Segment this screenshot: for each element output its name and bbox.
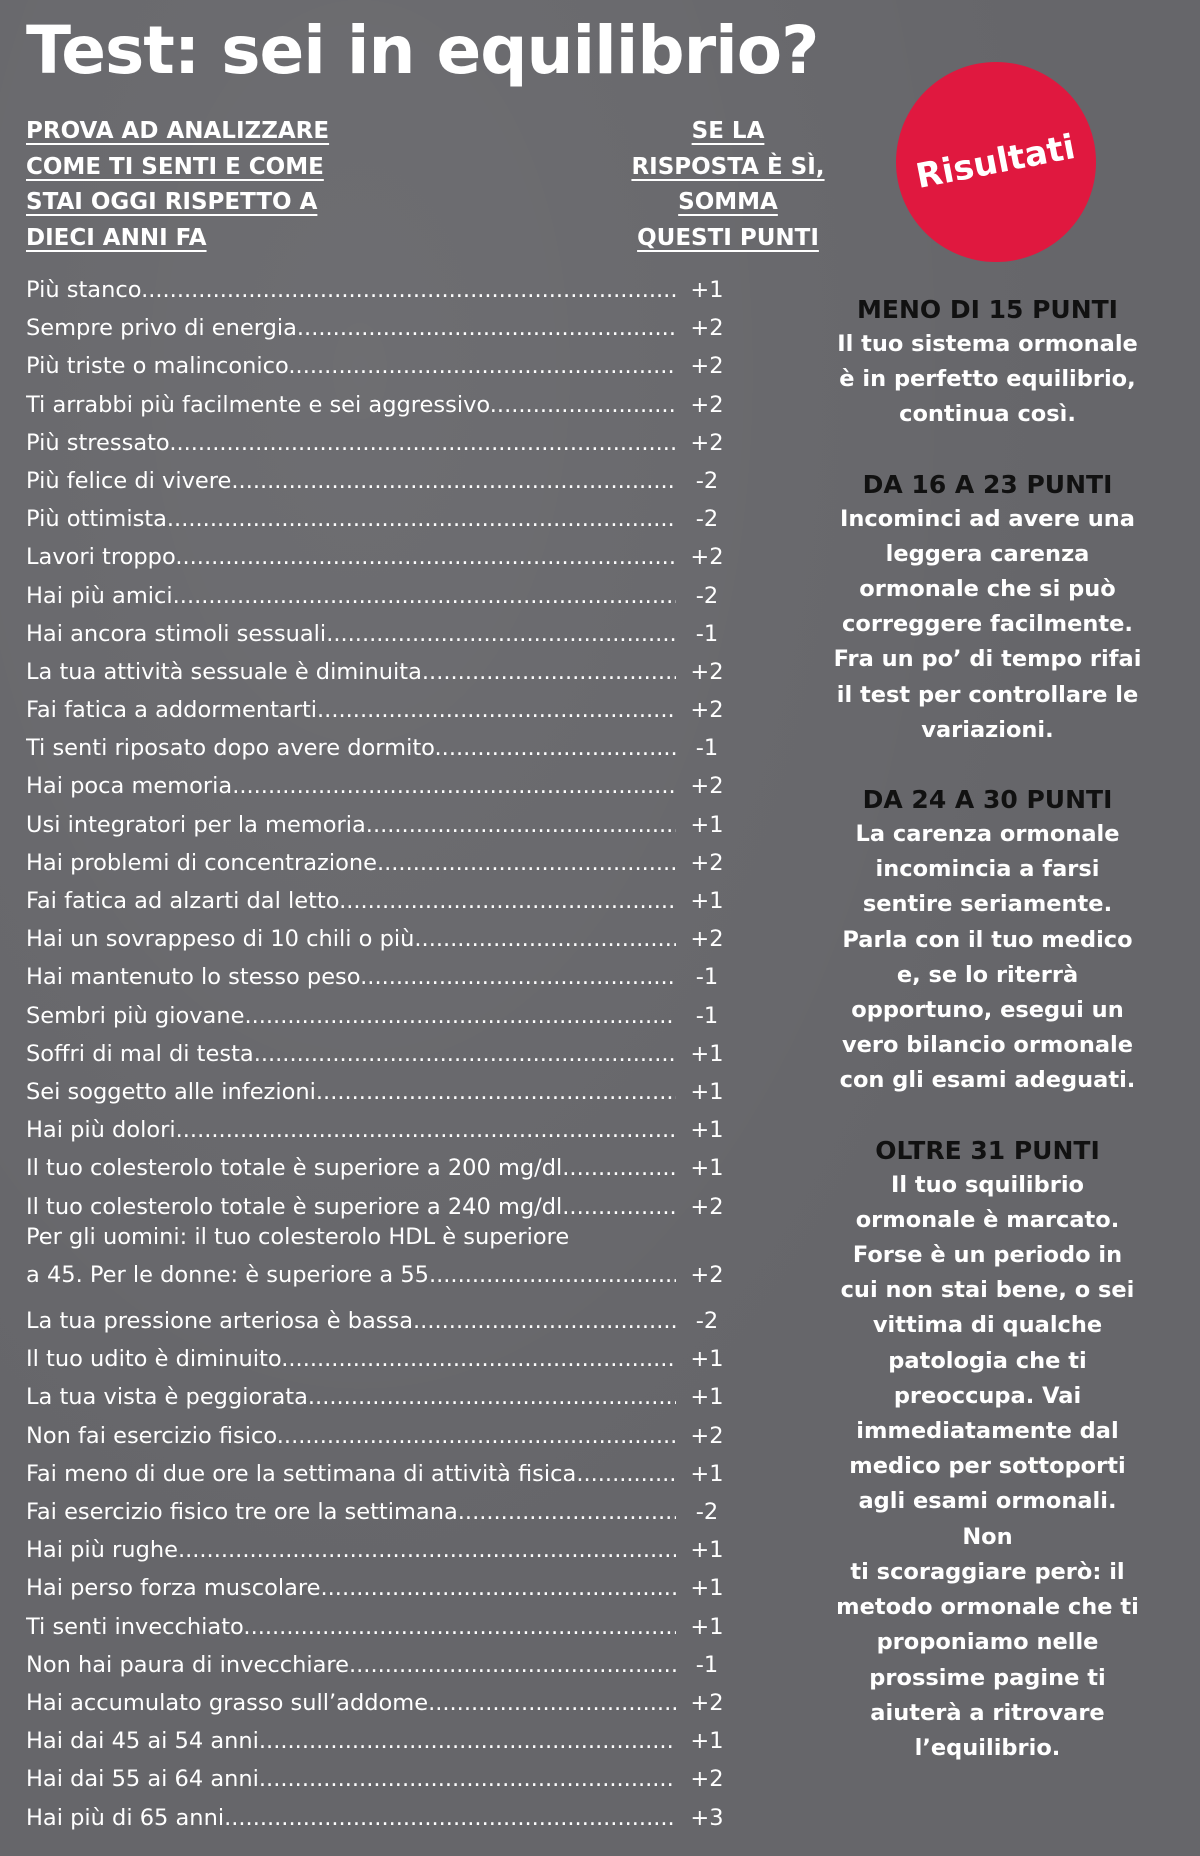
list-item	[26, 997, 756, 1035]
list-item	[26, 347, 756, 385]
list-item	[26, 1302, 756, 1340]
question-label: Più triste o malinconico .....	[26, 347, 676, 385]
result-text-line: leggera carenza	[885, 540, 1090, 567]
result-text-line: e, se lo riterrà	[896, 961, 1079, 988]
question-label: Hai più rughe .....	[26, 1531, 676, 1569]
result-text-line: incomincia a farsi	[875, 856, 1100, 883]
list-item	[26, 729, 756, 767]
list-item	[26, 1799, 756, 1837]
result-text-line: vero bilancio ormonale	[841, 1032, 1134, 1059]
question-points: +1	[690, 1575, 724, 1602]
question-label: Hai problemi di concentrazione .....	[26, 844, 676, 882]
instructions-line: STAI OGGI RISPETTO A	[26, 189, 318, 215]
question-points: +2	[690, 429, 724, 456]
question-points: +2	[690, 697, 724, 724]
result-text-line: Fra un po’ di tempo rifai	[833, 646, 1142, 673]
question-label: Lavori troppo .....	[26, 538, 676, 576]
result-text-line: immediatamente dal	[856, 1418, 1119, 1445]
question-label: Non hai paura di invecchiare .....	[26, 1646, 676, 1684]
result-text-line: aiuterà a ritrovare	[870, 1699, 1105, 1726]
question-points: -1	[695, 1002, 719, 1029]
instructions-header	[26, 114, 646, 256]
question-points: -1	[695, 735, 719, 762]
list-item	[26, 1684, 756, 1722]
list-item	[26, 615, 756, 653]
result-text-line: Il tuo squilibrio	[890, 1171, 1084, 1198]
question-points: +2	[690, 315, 724, 342]
result-text-line: ormonale è marcato.	[855, 1206, 1120, 1233]
result-text-line: Parla con il tuo medico	[842, 926, 1133, 953]
result-heading: DA 24 A 30 PUNTI	[862, 785, 1113, 815]
question-label: Hai più di 65 anni .....	[26, 1799, 676, 1837]
result-heading: MENO DI 15 PUNTI	[857, 295, 1118, 324]
result-text-line: con gli esami adeguati.	[839, 1067, 1136, 1094]
result-text-line: continua così.	[899, 401, 1076, 428]
question-points: -1	[695, 1651, 719, 1678]
question-points: +2	[690, 544, 724, 571]
result-block	[830, 782, 1145, 1099]
result-block	[830, 467, 1145, 748]
question-label	[26, 1218, 676, 1294]
leader-dots	[429, 1262, 676, 1288]
question-label: Usi integratori per la memoria .....	[26, 806, 676, 844]
question-label: Sembri più giovane .....	[26, 997, 676, 1035]
results-badge	[896, 62, 1096, 262]
list-item	[26, 1569, 756, 1607]
list-item	[26, 844, 756, 882]
list-item	[26, 1340, 756, 1378]
page-title: Test: sei in equilibrio?	[26, 12, 819, 89]
result-text-line: è in perfetto equilibrio,	[839, 366, 1136, 393]
question-label: Fai fatica ad alzarti dal letto .....	[26, 882, 676, 920]
question-label: Hai accumulato grasso sull’addome .....	[26, 1684, 676, 1722]
question-label: Hai più amici .....	[26, 577, 676, 615]
list-item	[26, 271, 756, 309]
list-item	[26, 309, 756, 347]
question-points: -2	[695, 582, 719, 609]
question-label: Non fai esercizio fisico .....	[26, 1417, 676, 1455]
question-label-line: Per gli uomini: il tuo colesterolo HDL è superiore	[26, 1223, 570, 1250]
list-item	[26, 958, 756, 996]
question-points: +2	[690, 658, 724, 685]
instructions-line: DIECI ANNI FA	[26, 224, 207, 251]
result-text-line: Forse è un periodo in	[852, 1242, 1123, 1269]
list-item	[26, 577, 756, 615]
question-points: +1	[690, 277, 724, 303]
points-header-line: SE LA	[691, 118, 765, 144]
list-item	[26, 1073, 756, 1111]
result-text-line: La carenza ormonale	[855, 821, 1120, 848]
question-label: Hai dai 45 ai 54 anni .....	[26, 1722, 676, 1760]
question-points: +1	[690, 1613, 724, 1640]
question-label: Più felice di vivere .....	[26, 462, 676, 500]
result-text-line: proponiamo nelle	[876, 1629, 1099, 1656]
question-points: +2	[690, 1689, 724, 1716]
question-label: Hai ancora stimoli sessuali .....	[26, 615, 676, 653]
result-text-line: cui non stai bene, o sei	[840, 1277, 1135, 1304]
question-label: Sempre privo di energia .....	[26, 309, 676, 347]
list-item	[26, 1223, 756, 1302]
result-heading: DA 16 A 23 PUNTI	[862, 469, 1113, 499]
question-points: +2	[690, 1422, 724, 1449]
question-label: Ti senti riposato dopo avere dormito .....	[26, 729, 676, 767]
list-item	[26, 386, 756, 424]
result-text	[830, 817, 1145, 1099]
question-label: Hai più dolori .....	[26, 1111, 676, 1149]
question-points: +1	[690, 1384, 724, 1411]
result-text-line: Incominci ad avere una	[840, 505, 1135, 532]
question-points: +2	[690, 391, 724, 418]
question-points: +1	[690, 1117, 724, 1144]
question-label: Più stanco .....	[26, 271, 676, 309]
result-heading: OLTRE 31 PUNTI	[875, 1135, 1100, 1165]
list-item	[26, 1493, 756, 1531]
list-item	[26, 920, 756, 958]
instructions-line: PROVA AD ANALIZZARE	[26, 118, 330, 144]
list-item	[26, 538, 756, 576]
result-text-line: metodo ormonale che ti	[836, 1594, 1139, 1621]
question-label: Più ottimista .....	[26, 500, 676, 538]
list-item	[26, 1531, 756, 1569]
question-label: Il tuo colesterolo totale è superiore a 200 mg/dl .....	[26, 1149, 676, 1187]
question-label: Fai esercizio fisico tre ore la settimana .....	[26, 1493, 676, 1531]
list-item	[26, 1417, 756, 1455]
result-text	[830, 327, 1145, 433]
result-text-line: agli esami ormonali. Non	[858, 1488, 1117, 1550]
question-points: +1	[690, 1728, 724, 1755]
points-header-line: RISPOSTA È SÌ,	[631, 153, 825, 180]
question-points: -2	[695, 1499, 719, 1526]
result-text	[830, 502, 1145, 748]
question-points: +2	[690, 849, 724, 876]
question-label: Hai un sovrappeso di 10 chili o più .....	[26, 920, 676, 958]
points-header	[622, 114, 834, 256]
result-text	[830, 1168, 1145, 1766]
result-text-line: ti scoraggiare però: il	[850, 1558, 1125, 1585]
list-item	[26, 1035, 756, 1073]
question-points: +1	[690, 888, 724, 914]
question-label: Sei soggetto alle infezioni .....	[26, 1073, 676, 1111]
question-label: Più stressato .....	[26, 424, 676, 462]
result-block	[830, 292, 1145, 433]
result-text-line: prossime pagine ti	[869, 1664, 1106, 1691]
result-text-line: correggere facilmente.	[842, 611, 1133, 638]
points-header-line: SOMMA	[678, 189, 778, 215]
list-item	[26, 462, 756, 500]
question-points: +1	[690, 1460, 724, 1487]
question-points: +2	[690, 1261, 724, 1288]
question-points: -2	[695, 467, 719, 494]
question-points: +2	[690, 1766, 724, 1793]
question-label: Il tuo udito è diminuito .....	[26, 1340, 676, 1378]
list-item	[26, 1455, 756, 1493]
instructions-line: COME TI SENTI E COME	[26, 153, 324, 180]
list-item	[26, 806, 756, 844]
question-label: Hai perso forza muscolare .....	[26, 1569, 676, 1607]
question-points: +2	[690, 353, 724, 380]
list-item	[26, 1760, 756, 1798]
list-item	[26, 1378, 756, 1416]
list-item	[26, 1722, 756, 1760]
question-points: -2	[695, 1308, 719, 1335]
question-points: +2	[690, 773, 724, 800]
result-text-line: l’equilibrio.	[914, 1734, 1061, 1761]
question-label: La tua vista è peggiorata .....	[26, 1378, 676, 1416]
result-text-line: patologia che ti	[888, 1347, 1087, 1374]
result-text-line: sentire seriamente.	[862, 891, 1113, 918]
list-item	[26, 653, 756, 691]
result-text-line: Il tuo sistema ormonale	[837, 331, 1138, 357]
question-label: Ti arrabbi più facilmente e sei aggressivo .....	[26, 386, 676, 424]
list-item	[26, 767, 756, 805]
question-points: +2	[690, 1193, 724, 1220]
list-item	[26, 882, 756, 920]
question-label: Hai mantenuto lo stesso peso .....	[26, 958, 676, 996]
list-item	[26, 424, 756, 462]
result-text-line: vittima di qualche	[872, 1312, 1103, 1339]
list-item	[26, 1149, 756, 1187]
question-label: Il tuo colesterolo totale è superiore a 240 mg/dl .....	[26, 1188, 676, 1226]
question-label: La tua pressione arteriosa è bassa .....	[26, 1302, 676, 1340]
question-label-line: a 45. Per le donne: è superiore a 55	[26, 1261, 429, 1288]
result-block	[830, 1133, 1145, 1766]
question-points: -1	[695, 620, 719, 647]
question-points: +3	[690, 1804, 724, 1831]
list-item	[26, 1646, 756, 1684]
question-label: Fai meno di due ore la settimana di attività fisica .....	[26, 1455, 676, 1493]
question-label: Ti senti invecchiato .....	[26, 1608, 676, 1646]
question-points: +1	[690, 1346, 724, 1373]
result-text-line: variazioni.	[921, 716, 1054, 743]
result-text-line: medico per sottoporti	[849, 1453, 1126, 1480]
question-label: Hai dai 55 ai 64 anni .....	[26, 1760, 676, 1798]
result-text-line: il test per controllare le	[836, 681, 1139, 708]
points-header-line: QUESTI PUNTI	[637, 224, 819, 251]
question-points: +1	[690, 1040, 724, 1067]
question-list	[26, 271, 756, 1837]
question-points: +1	[690, 1078, 724, 1105]
list-item	[26, 1111, 756, 1149]
question-label: Soffri di mal di testa .....	[26, 1035, 676, 1073]
question-points: +2	[690, 926, 724, 953]
question-label: Fai fatica a addormentarti .....	[26, 691, 676, 729]
question-points: +1	[690, 1155, 724, 1182]
results-panel	[830, 292, 1145, 1800]
result-text-line: opportuno, esegui un	[851, 997, 1124, 1024]
question-label: Hai poca memoria .....	[26, 767, 676, 805]
question-points: -1	[695, 964, 719, 991]
list-item	[26, 691, 756, 729]
question-points: +1	[690, 811, 724, 838]
list-item	[26, 500, 756, 538]
question-label: La tua attività sessuale è diminuita .....	[26, 653, 676, 691]
result-text-line: ormonale che si può	[859, 576, 1116, 603]
result-text-line: preoccupa. Vai	[893, 1382, 1082, 1409]
question-points: +1	[690, 1537, 724, 1564]
list-item	[26, 1608, 756, 1646]
question-points: -2	[695, 506, 719, 533]
results-badge-label: Risultati	[913, 127, 1079, 197]
